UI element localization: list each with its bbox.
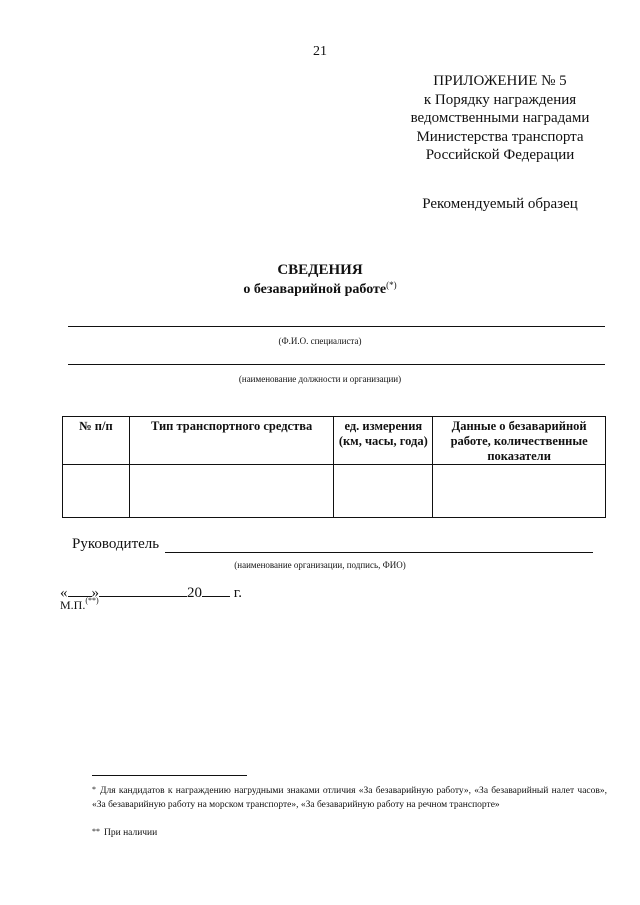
- head-signature-caption: (наименование организации, подпись, ФИО): [234, 560, 406, 570]
- footnote-text: При наличии: [104, 828, 158, 838]
- page-number: 21: [313, 44, 327, 59]
- table-cell[interactable]: [334, 465, 433, 518]
- column-header-unit: ед. измерения (км, часы, года): [334, 417, 433, 465]
- head-label: Руководитель: [72, 536, 160, 552]
- footnote-ref-1: (*): [386, 280, 397, 290]
- footnote-2: [92, 826, 607, 840]
- table-cell[interactable]: [129, 465, 334, 518]
- appendix-line: ведомственными наградами: [410, 110, 590, 126]
- document-title: СВЕДЕНИЯ: [277, 262, 363, 278]
- appendix-line: Российской Федерации: [425, 147, 575, 163]
- appendix-line: к Порядку награждения: [423, 91, 577, 108]
- date-year-suffix: г.: [233, 585, 242, 601]
- date-year-field[interactable]: [202, 583, 230, 597]
- subtitle-text: о безаварийной работе: [243, 282, 387, 297]
- column-header-vehicle-type: Тип транспортного средства: [129, 417, 334, 465]
- footnote-ref-2: (**): [85, 596, 99, 605]
- footnote-mark: **: [92, 827, 100, 836]
- footnote-divider: [92, 775, 247, 776]
- specialist-name-caption: (Ф.И.О. специалиста): [278, 336, 362, 346]
- date-day-field[interactable]: [68, 583, 92, 597]
- appendix-line: ПРИЛОЖЕНИЕ № 5: [433, 73, 567, 89]
- recommended-sample-label: Рекомендуемый образец: [422, 196, 578, 212]
- footnote-1: [92, 784, 607, 812]
- date-year-prefix: 20: [187, 585, 202, 601]
- specialist-name-field[interactable]: [68, 326, 605, 327]
- appendix-line: Министерства транспорта: [416, 128, 584, 145]
- table-header-row: [63, 417, 606, 465]
- date-close-quote: »: [91, 585, 99, 601]
- table-cell[interactable]: [63, 465, 130, 518]
- column-header-data: Данные о безаварийной работе, количественные показатели: [433, 417, 606, 465]
- appendix-block: [360, 72, 640, 165]
- date-open-quote: «: [60, 585, 68, 601]
- column-header-number: № п/п: [63, 417, 130, 465]
- footnote-text: Для кандидатов к награждению нагрудными знаками отличия «За безаварийную работу», «За безаварийный налет часов», «За безаварийную работу на морском транспорте», «За безаварийную работу на речном транспорте»: [92, 786, 607, 810]
- stamp-placeholder: [60, 598, 99, 613]
- position-organization-field[interactable]: [68, 364, 605, 365]
- safe-work-table: [62, 416, 606, 518]
- date-month-field[interactable]: [99, 583, 187, 597]
- position-organization-caption: (наименование должности и организации): [238, 374, 402, 384]
- table-row: [63, 465, 606, 518]
- document-subtitle: [0, 282, 640, 298]
- table-cell[interactable]: [433, 465, 606, 518]
- head-signature-field[interactable]: [165, 552, 593, 553]
- footnote-mark: *: [92, 785, 96, 794]
- stamp-label: М.П.: [60, 598, 86, 612]
